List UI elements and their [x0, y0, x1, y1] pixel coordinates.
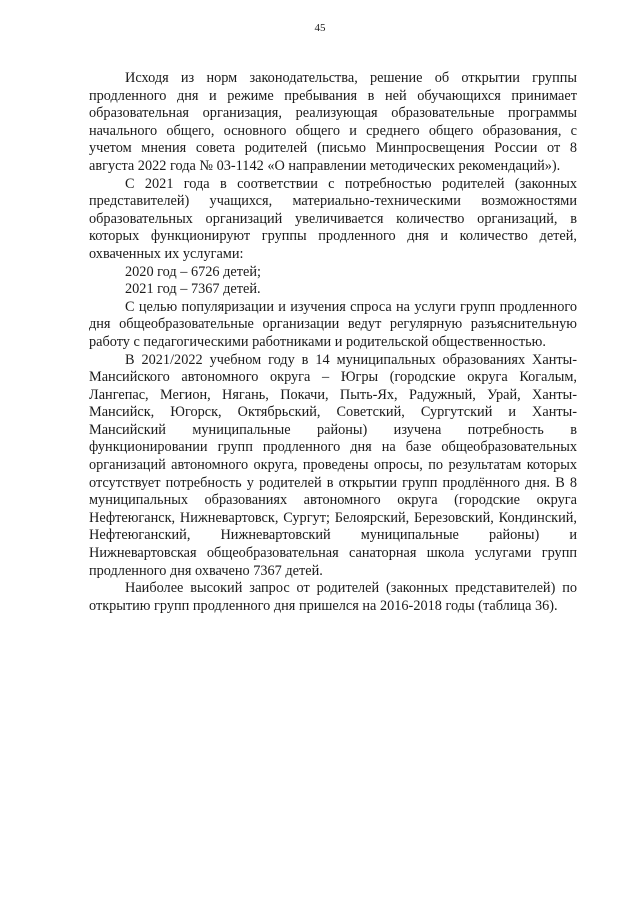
paragraph-municipalities: В 2021/2022 учебном году в 14 муниципальных образованиях Ханты-Мансийского автономного округа – Югры (городские округа Когалым, Лангепас, Мегион, Нягань, Покачи, Пыть-Ях, Радужный, Урай, Ханты-Мансийск, Югорск, Октябрьский, Советский, Сургутский и Ханты-Мансийский муниципальные районы) изучена потребность в функционировании групп продленного дня на базе общеобразовательных организаций автономного округа, проведены опросы, по результатам которых отсутствует потребность у родителей в открытии групп продлённого дня. В 8 муниципальных образованиях автономного округа (городские округа Нефтеюганск, Нижневартовск, Сургут; Белоярский, Березовский, Кондинский, Нефтеюганский, Нижневартовский муниципальные районы) и Нижневартовская общеобразовательная санаторная школа услугами групп продленного дня охвачено 7367 детей.	[89, 351, 577, 579]
stat-2020: 2020 год – 6726 детей;	[125, 263, 261, 280]
paragraph-growth: С 2021 года в соответствии с потребностью родителей (законных представителей) учащихся, материально-техническими возможностями образовательных организаций увеличивается количество организаций, в которых функционируют группы продленного дня и количество детей, охваченных их услугами:	[89, 175, 577, 262]
paragraph-popularization: С целью популяризации и изучения спроса на услуги групп продленного дня общеобразовательные организации ведут регулярную разъяснительную работу с педагогическими работниками и родительской общественностью.	[89, 298, 577, 350]
paragraph-demand: Наиболее высокий запрос от родителей (законных представителей) по открытию групп продленного дня пришелся на 2016-2018 годы (таблица 36).	[89, 580, 577, 614]
paragraph-legal-basis: Исходя из норм законодательства, решение об открытии группы продленного дня и режиме пребывания в ней обучающихся принимает образовательная организация, реализующая образовательные программы начального общего, основного общего и среднего общего образования, с учетом мнения совета родителей (письмо Минпросвещения России от 8 августа 2022 года № 03-1142 «О направлении методических рекомендаций»).	[89, 70, 577, 174]
stat-2021: 2021 год – 7367 детей.	[125, 281, 261, 298]
document-body	[89, 70, 577, 615]
page-number: 45	[314, 22, 326, 34]
